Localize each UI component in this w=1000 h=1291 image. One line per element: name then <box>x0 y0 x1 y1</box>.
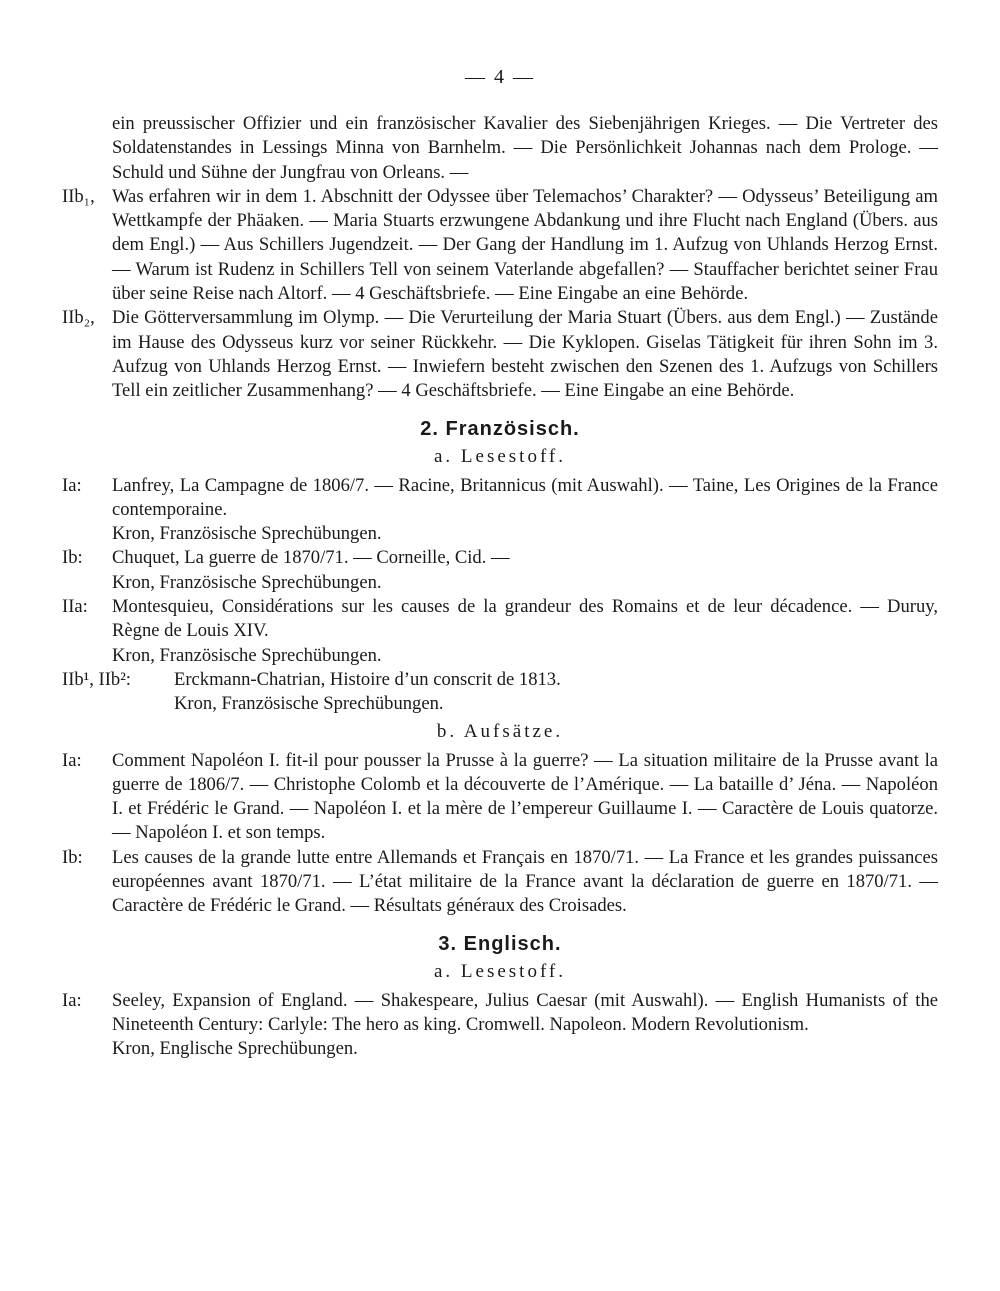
entry-text: Les causes de la grande lutte entre Allemands et Français en 1870/71. — La France et les grandes puissances européennes avant 1870/71. — L’état militaire de la France avant la déclaration de guerre en 1870/71. — Caractère de Frédéric le Grand. — Résultats généraux des Croisades. <box>112 846 938 917</box>
entry-label: Ib: <box>62 547 83 569</box>
french-aufsatz-ia <box>62 749 938 846</box>
subsection-title-french-aufsaetze: b. Aufsätze. <box>436 720 564 742</box>
french-aufsatz-ib <box>62 846 938 919</box>
section-title-english: 3. Englisch. <box>438 932 562 955</box>
entry-text: Comment Napoléon I. fit-il pour pousser la Prusse à la guerre? — La situation militaire de la Prusse avant la guerre de 1806/7. — Christophe Colomb et la découverte de l’Amérique. — La bataille d’ Jéna. — Napoléon I. et Frédéric le Grand. — Napoléon I. et la mère de l’empereur Guillaume I. — Caractère de Louis quatorze. — Napoléon I. et son temps. <box>112 749 938 844</box>
french-lesestoff-iib <box>62 668 938 717</box>
entry-label: IIb¹, IIb²: <box>62 668 131 690</box>
french-lesestoff-iia <box>62 595 938 668</box>
german-entry-iib2 <box>62 306 938 403</box>
entry-text: Seeley, Expansion of England. — Shakespeare, Julius Caesar (mit Auswahl). — English Humanists of the Nineteenth Century: Carlyle: The hero as king. Cromwell. Napoleon. Modern Revolutionism. Kron, Englische Sprechübungen. <box>112 989 938 1060</box>
entry-extra: Kron, Englische Sprechübungen. <box>112 1038 358 1060</box>
entry-text: Die Götterversammlung im Olymp. — Die Verurteilung der Maria Stuart (Übers. aus dem Engl.) — Zustände im Hause des Odysseus kurz vor seiner Rückkehr. — Die Kyklopen. Giselas Tätigkeit für ihren Sohn im 3. Aufzug von Uhlands Herzog Ernst. — Inwiefern besteht zwischen den Szenen des 1. Aufzugs von Schillers Tell ein zeitlicher Zusammenhang? — 4 Geschäftsbriefe. — Eine Eingabe an eine Behörde. <box>112 307 938 402</box>
entry-label: Ia: <box>62 749 82 771</box>
german-entry-continued <box>62 112 938 185</box>
entry-text: Erckmann-Chatrian, Histoire d’un conscrit de 1813. Kron, Französische Sprechübungen. <box>174 668 561 715</box>
page-content <box>62 112 938 1062</box>
entry-text: ein preussischer Offizier und ein französischer Kavalier des Siebenjährigen Krieges. — Die Vertreter des Soldatenstandes in Lessings Minna von Barnhelm. — Die Persönlichkeit Johannas nach dem Prologe. — Schuld und Sühne der Jungfrau von Orleans. — <box>112 113 938 183</box>
entry-label: Ia: <box>62 989 82 1011</box>
entry-label: IIb₁, <box>62 185 95 207</box>
entry-label: Ia: <box>62 474 82 496</box>
entry-extra: Kron, Französische Sprechübungen. <box>112 523 382 545</box>
entry-extra: Kron, Französische Sprechübungen. <box>112 644 382 666</box>
english-lesestoff-ia <box>62 989 938 1062</box>
subsection-title-french-lesestoff: a. Lesestoff. <box>433 445 567 467</box>
entry-label: Ib: <box>62 846 83 868</box>
french-lesestoff-ia <box>62 474 938 547</box>
entry-label: IIb₂, <box>62 307 95 329</box>
entry-extra: Kron, Französische Sprechübungen. <box>174 693 444 715</box>
entry-label <box>62 112 112 185</box>
entry-label: IIa: <box>62 596 88 618</box>
entry-text: Chuquet, La guerre de 1870/71. — Corneille, Cid. — Kron, Französische Sprechübungen. <box>112 547 510 593</box>
entry-text: Lanfrey, La Campagne de 1806/7. — Racine, Britannicus (mit Auswahl). — Taine, Les Origines de la France contemporaine. Kron, Französische Sprechübungen. <box>112 474 938 545</box>
french-lesestoff-ib <box>62 546 938 595</box>
entry-text: Was erfahren wir in dem 1. Abschnitt der Odyssee über Telemachos’ Charakter? — Odysseus’ Beteiligung am Wettkampfe der Phäaken. — Maria Stuarts erzwungene Abdankung und ihre Flucht nach England (Übers. aus dem Engl.) — Aus Schillers Jugendzeit. — Der Gang der Handlung im 1. Aufzug von Uhlands Herzog Ernst. — Warum ist Rudenz in Schillers Tell von seinem Vaterlande abgefallen? — Stauffacher berichtet seiner Frau über seine Reise nach Altorf. — 4 Geschäftsbriefe. — Eine Eingabe an eine Behörde. <box>112 185 938 305</box>
entry-text: Montesquieu, Considérations sur les causes de la grandeur des Romains et de leur décadence. — Duruy, Règne de Louis XIV. Kron, Französische Sprechübungen. <box>112 596 938 666</box>
german-entry-iib1 <box>62 185 938 306</box>
subsection-title-english-lesestoff: a. Lesestoff. <box>433 960 567 982</box>
entry-extra: Kron, Französische Sprechübungen. <box>112 571 382 593</box>
section-title-french: 2. Französisch. <box>420 417 580 440</box>
page-number: — 4 — <box>465 66 535 88</box>
